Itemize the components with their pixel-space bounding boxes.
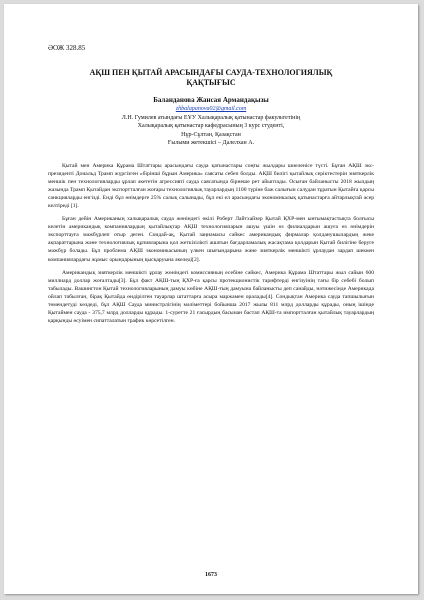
affiliation-line-3: Нұр-Сұлтан, Қазақстан	[181, 131, 241, 138]
paragraph-3: Американдық зияткерлік меншікті ұрлау жөніндегі комиссияның есебіне сәйкес, Америка Құрама Штаттары жыл сайын 600 миллиард доллар жоғалтады[3]. Бұл факт АҚШ-тың ҚХР-ға қарсы протекционистік тарифтерді енгізуінің тағы бір себебі болып табылады. Вашингтон Қытай технологияларының дамуы көбіне АҚШ-тың дамуына байланысты деп санайды, нәтижесінде Америкада ойлап табылған, бірақ Қытайда өндірілген тауарлар штаттарға асыра маржамен оралады[4]. Сондықтан Америка сауда тапшылығын төмендетуді көздеді, бұл АҚШ Сауда министрлігінің мәліметтері бойынша 2017 жылы 811 млрд долларды құрады, оның ішінде Қытаймен сауда - 375,7 млрд долларды құрады. 1-суретте 21 ғасырдың басынан бастап АҚШ-та импортталған қытайлық тауарлардың қарқынды өсуімен сипатталатын график көрсетілген.	[48, 269, 374, 325]
udc-code: ӘОЖ 328.85	[48, 44, 86, 52]
title-line-2: ҚАҚТЫҒЫС	[186, 78, 236, 87]
affiliation-line-1: Л.Н. Гумилев атындағы ЕҰУ Халықаралық қатынастар факультетінің	[121, 114, 301, 121]
paper-body	[48, 162, 374, 326]
author-email-link[interactable]: zhbalapanova02@gmail.com	[175, 106, 247, 112]
author-name: Баланданова Жансая Армандақызы	[153, 96, 269, 104]
paragraph-1: Қытай мен Америка Құрама Штаттары арасындағы сауда қатынастары соңғы жылдары шиеленісе түсті. Бұған АҚШ экс-президенті Дональд Трамп жүргізген «бірінші бұрын Америка» саясаты себеп болды. АҚШ билігі қытайлық серіктестерін зияткерлік меншік пен технологияларды ұрлап әкететін агрессивті сауда саясатында бірнеше рет айыптады. Осыған байланысты 2018 жылдың жазында Трамп Қытайдан экспортталған жоғары технологиялық тауарлардың 1100 түріне баж салығын салудан тұратын Қытайға қарсы санкцияларды енгізді. Енді бұл өнімдерге 25% салық салынады, бұл екі ел арасындағы экономикалық қатынастарға айтарлықтай әсер келтіреді [1].	[48, 162, 374, 209]
author-meta	[48, 105, 374, 148]
document-page	[4, 4, 418, 594]
affiliation-line-2: Халықаралық қатынастар кафедрасының 3 курс студенті,	[137, 123, 285, 129]
paragraph-2: Бұған дейін Американың халықаралық сауда жөніндегі өкілі Роберт Лайтхайзер Қытай ҚХР-мен ынтымақтастықта болғысы келетін американдық компаниялардың қытайлықтар АҚШ технологияларын ашуы үшін өз филиалдарын ашуға өз өнімдерін экспорттауға мәжбүрлеп отыр деген. Сондай-ақ, Қытай заңнамасы сәйкес американдық фирмалар қолданушылардың жеке ақпараттарына және технологиялық құпияларына қол жеткізілікті ашатын бағдарламалық жасақтама қолдарын Қытай билігіне беруге мәжбүр болады. Бұл проблема АҚШ экономикасының үлкен шығындарына және зияткерлік меншікті ұрлаудан зардап шеккен компаниялардағы жұмыс орындарының қысқаруына әкеледі[2].	[48, 216, 374, 263]
paper-title	[48, 68, 374, 88]
page-number: 1673	[205, 572, 217, 578]
title-line-1: АҚШ ПЕН ҚЫТАЙ АРАСЫНДАҒЫ САУДА-ТЕХНОЛОГИЯЛЫҚ	[89, 68, 333, 77]
affiliation-line-4: Ғылыми жетекшісі – Далелхан А.	[167, 140, 255, 146]
